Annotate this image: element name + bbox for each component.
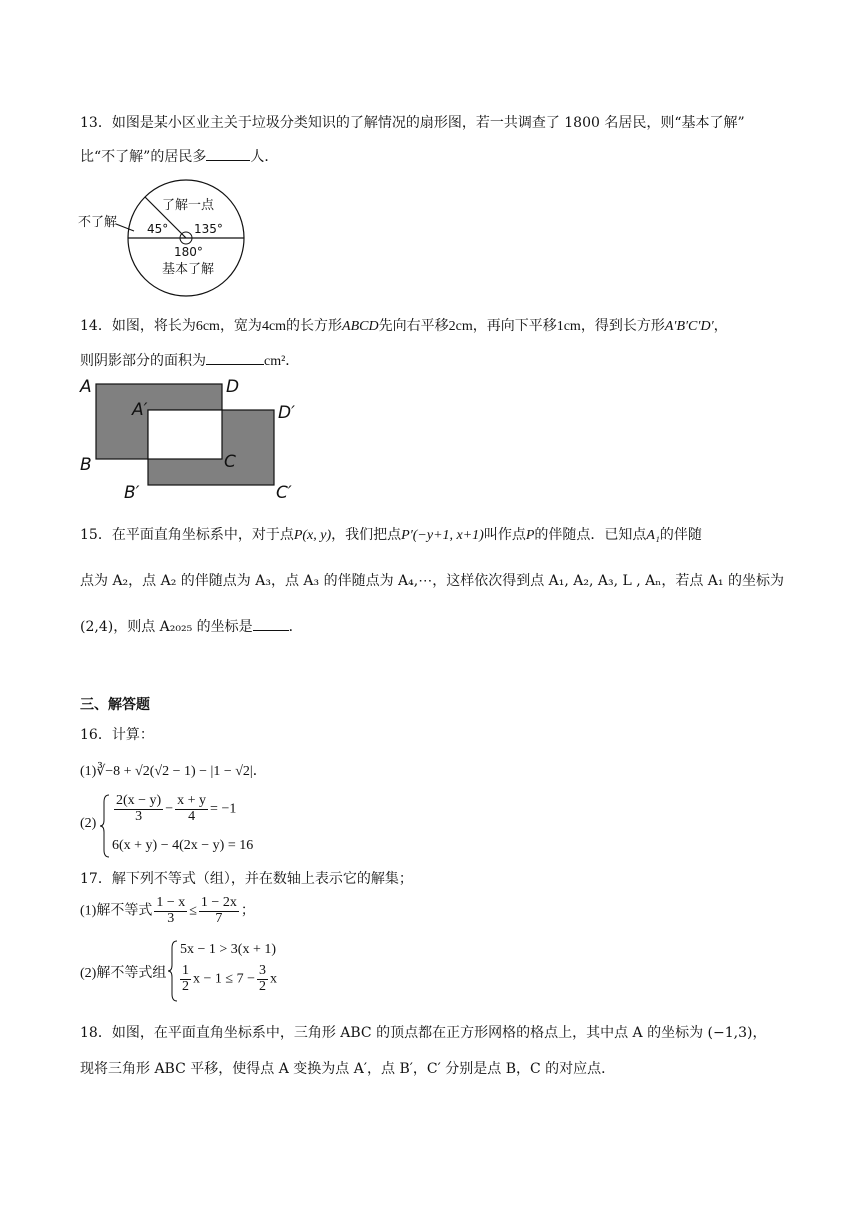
pie-leader-line [116, 224, 134, 231]
q14-rectangle-figure [76, 374, 306, 504]
q17-part1 [80, 896, 255, 926]
label-B-prime: B′ [124, 483, 140, 503]
q14-answer-blank [206, 350, 264, 365]
q15-text-a: 15．在平面直角坐标系中，对于点 [80, 527, 294, 543]
pie-angle-45: 45° [147, 222, 169, 236]
label-B: B [80, 455, 92, 475]
pie-label-not-understand: 不了解 [78, 215, 118, 230]
q17-p2-eq1: 5x − 1 > 3(x + 1) [180, 942, 277, 957]
q14-shift-right: 2cm [448, 319, 473, 334]
q14-text-f: ，得到长方形 [580, 318, 665, 334]
q17-eq2-end: x [269, 971, 277, 987]
q14-line2-text: 则阴影部分的面积为 [80, 353, 206, 369]
q16-eq1-num2: x + y [177, 793, 207, 808]
section-title: 三、解答题 [80, 697, 150, 713]
q16-title: 16．计算： [80, 727, 154, 743]
pie-label-basic-understand: 基本了解 [162, 262, 215, 277]
q15-point-p-prime: P′(−y+1, x+1) [401, 528, 484, 543]
q16-eq1-minus: − [165, 801, 174, 817]
label-A: A [80, 377, 92, 397]
q13-answer-blank [206, 146, 250, 161]
q14-rect-name-2: A′B′C′D′ [664, 319, 714, 334]
q17-p2-label: (2)解不等式组 [80, 966, 167, 981]
q15-line3-text: (2,4)，则点 A₂₀₂₅ 的坐标是 [80, 619, 253, 635]
q16-eq1-num1: 2(x − y) [116, 793, 162, 808]
q13-pie-figure [76, 176, 266, 300]
q14-text-e: ，再向下平移 [472, 318, 557, 334]
q14-text-b: ，宽为 [219, 318, 262, 334]
q14-text-g: ， [713, 318, 728, 334]
q17-p2-brace [168, 940, 178, 1002]
q15-a1: A₁ [646, 528, 660, 543]
q15-text-c: 叫作点 [483, 527, 526, 543]
q16-part1 [80, 760, 267, 780]
q16-p2-eq1 [112, 794, 236, 824]
q14-line2 [80, 350, 299, 370]
q17-eq2-den2: 2 [258, 978, 266, 994]
q17-p1-le: ≤ [189, 903, 197, 919]
q16-p2-eq2: 6(x + y) − 4(2x − y) = 16 [112, 838, 254, 853]
label-D: D [226, 377, 240, 397]
q16-eq1-den2: 4 [188, 808, 196, 824]
q14-unit: cm²． [264, 354, 300, 369]
q17-p2-eq2 [178, 964, 277, 994]
q17-p1-den2: 7 [215, 910, 223, 926]
label-A-prime: A′ [132, 400, 148, 420]
q14-text-c: 的长方形 [286, 318, 343, 334]
q15-answer-blank [253, 616, 289, 631]
pie-angle-180: 180° [174, 245, 203, 259]
q14-width: 4cm [261, 319, 287, 334]
label-D-prime: D′ [278, 403, 295, 423]
q16-p1-label: (1) [80, 764, 97, 779]
q18-line1: 18．如图，在平面直角坐标系中，三角形 ABC 的顶点都在正方形网格的格点上，其中点 A 的坐标为 (−1,3)， [80, 1025, 767, 1041]
q17-p1-end: ； [240, 903, 255, 919]
q17-eq2-num: 1 [182, 963, 189, 978]
q15-line2: 点为 A₂，点 A₂ 的伴随点为 A₃，点 A₃ 的伴随点为 A₄,⋯，这样依次得到点 A₁, A₂, A₃, L , Aₙ，若点 A₁ 的坐标为 [80, 573, 784, 589]
q15-point-p: P(x, y) [293, 528, 332, 543]
q17-title: 17．解下列不等式（组），并在数轴上表示它的解集； [80, 871, 413, 887]
q15-text-b: ，我们把点 [331, 527, 402, 543]
q13-line2-text: 比“不了解”的居民多 [80, 149, 207, 165]
q14-line1 [80, 315, 728, 335]
overlap-region [148, 410, 222, 459]
q17-p1-num1: 1 − x [156, 895, 186, 910]
q17-p1-den1: 3 [167, 910, 175, 926]
q17-eq2-num2: 3 [258, 963, 266, 978]
label-C-prime: C′ [276, 483, 292, 503]
q13-line1: 13．如图是某小区业主关于垃圾分类知识的了解情况的扇形图，若一共调查了 1800 名居民，则“基本了解” [80, 115, 745, 131]
q16-eq1-rhs: = −1 [210, 801, 237, 817]
q17-eq2-den: 2 [182, 978, 189, 994]
pie-label-understand-little: 了解一点 [162, 198, 215, 213]
q14-text-d: 先向右平移 [378, 318, 449, 334]
q16-p2-label: (2) [80, 816, 97, 831]
q14-rect-name: ABCD [342, 319, 379, 334]
q15-line3-end: ． [288, 619, 303, 635]
q14-text-a: 14．如图，将长为 [80, 318, 196, 334]
q16-eq1-den1: 3 [135, 808, 143, 824]
q17-eq2-mid: x − 1 ≤ 7 − [193, 971, 255, 987]
q14-shift-down: 1cm [556, 319, 581, 334]
q15-line1 [80, 524, 702, 544]
pie-angle-135: 135° [194, 222, 223, 236]
q15-text-e: 的伴随 [659, 527, 702, 543]
q17-p1-num2: 1 − 2x [200, 895, 237, 910]
q15-line3 [80, 616, 303, 636]
q14-length: 6cm [195, 319, 220, 334]
q16-p1-expression: ∛−8 + √2(√2 − 1) − |1 − √2|． [96, 764, 267, 779]
q15-p: P [525, 528, 535, 543]
q17-p1-label: (1)解不等式 [80, 903, 153, 919]
q13-line2-end: 人． [250, 149, 279, 165]
q16-p2-brace [100, 794, 110, 858]
label-C: C [224, 452, 236, 472]
q15-text-d: 的伴随点．已知点 [534, 527, 647, 543]
q13-line2 [80, 146, 278, 166]
q18-line2: 现将三角形 ABC 平移，使得点 A 变换为点 A′，点 B′，C′ 分别是点 B，C 的对应点． [80, 1061, 616, 1077]
